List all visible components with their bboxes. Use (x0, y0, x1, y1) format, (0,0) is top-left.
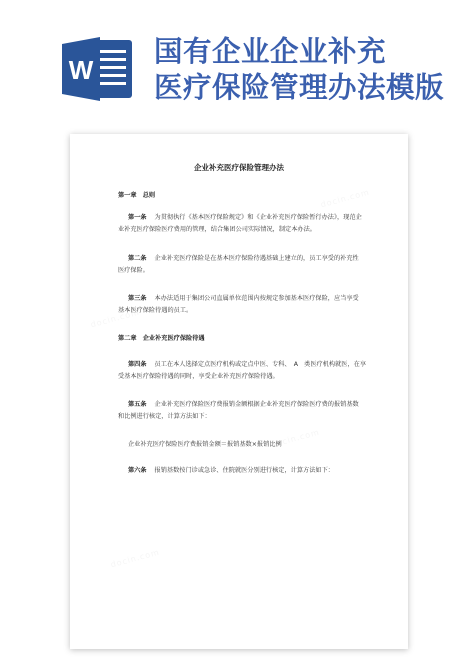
article-3 (128, 294, 359, 303)
banner-title (154, 34, 472, 106)
article-label: 第一条 (128, 214, 147, 221)
document-title: 企业补充医疗保险管理办法 (194, 163, 284, 172)
article-label: 第六条 (128, 467, 147, 474)
article-text: 本办法适用于集团公司直属单位范围内按规定参加基本医疗保险，应当享受 (154, 295, 359, 302)
formula-line: 企业补充医疗保险医疗费报销金额＝报销基数×报销比例 (128, 441, 282, 448)
article-text: 企业补充医疗保险医疗费报销金额根据企业补充医疗保险医疗费的报销基数 (154, 401, 359, 408)
article-2 (128, 254, 359, 263)
article-5 (128, 400, 359, 409)
article-label: 第二条 (128, 255, 147, 262)
document-page: docin.com docin.com docin.com docin.com 企业补充医疗保险管理办法 第一章 总则 第一条 为贯彻执行《基本医疗保险规定》和《企业补充医疗保险暂行办法》，现范企 业补充医疗保险医疗费用的管理，结合集团公司实际情况，制定本办法。 第二条 企业补充医疗保险是在基本医疗保险待遇基础上建立的，员工享受的补充性 医疗保险。 第三条 本办法适用于集团公司直属单位范围内按规定参加基本医疗保险，应当享受 基本医疗保险待遇的员工。 第二章 企业补充医疗保险待遇 第四条 员工在本人选择定点医疗机构或定点中医、专科、 A 类医疗机构就医，在享 受基本医疗保险待遇的同时，享受企业补充医疗保险待遇。 第五条 企业补充医疗保险医疗费报销金额根据企业补充医疗保险医疗费的报销基数 和比例进行核定，计算方法如下： 企业补充医疗保险医疗费报销金额＝报销基数×报销比例 第六条 报销基数按门诊或急诊、住院就医分别进行核定，计算方法如下： (70, 134, 408, 649)
chapter-2-heading: 第二章 企业补充医疗保险待遇 (118, 335, 205, 342)
article-label: 第三条 (128, 295, 147, 302)
article-text-cont: 受基本医疗保险待遇的同时，享受企业补充医疗保险待遇。 (118, 373, 279, 380)
article-label: 第五条 (128, 401, 147, 408)
banner-title-line2: 医疗保险管理办法模版 (154, 71, 445, 104)
word-icon (60, 34, 134, 104)
article-text: 为贯彻执行《基本医疗保险规定》和《企业补充医疗保险暂行办法》，现范企 (154, 214, 362, 221)
article-1 (128, 213, 362, 222)
article-text: 企业补充医疗保险是在基本医疗保险待遇基础上建立的，员工享受的补充性 (154, 255, 359, 262)
article-text: 报销基数按门诊或急诊、住院就医分别进行核定，计算方法如下： (154, 467, 334, 474)
article-label: 第四条 (128, 361, 147, 368)
article-4 (128, 360, 366, 369)
article-text: 员工在本人选择定点医疗机构或定点中医、专科、 A 类医疗机构就医，在享 (154, 361, 367, 368)
word-letter: W (68, 55, 94, 85)
banner-title-line1: 国有企业企业补充 (154, 35, 387, 68)
article-text-cont: 医疗保险。 (118, 267, 149, 274)
article-text-cont: 基本医疗保险待遇的员工。 (118, 307, 193, 314)
chapter-1-heading: 第一章 总则 (118, 192, 156, 199)
article-text-cont: 和比例进行核定，计算方法如下： (118, 413, 211, 420)
article-6 (128, 466, 334, 475)
article-text-cont: 业补充医疗保险医疗费用的管理，结合集团公司实际情况，制定本办法。 (118, 226, 316, 233)
